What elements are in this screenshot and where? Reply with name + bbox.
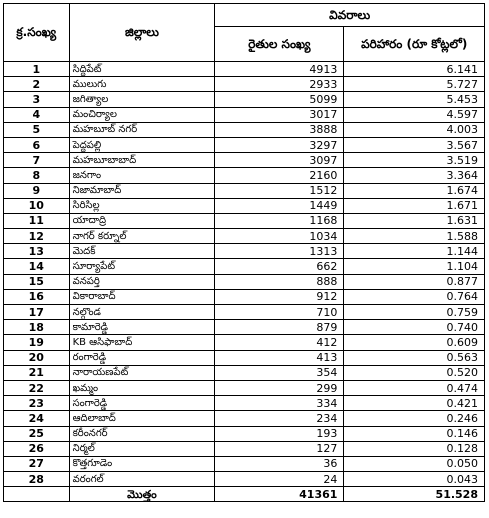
table-row (4, 137, 485, 152)
row-amount: 5.727 (344, 77, 485, 92)
row-district: ములుగు (69, 77, 215, 92)
row-farmers: 4913 (215, 62, 344, 77)
row-farmers: 3097 (215, 153, 344, 168)
row-district: యాదాద్రి (69, 213, 215, 228)
row-farmers: 1512 (215, 183, 344, 198)
row-farmers: 234 (215, 411, 344, 426)
header-sno: క్ర.సంఖ్య (4, 4, 70, 62)
header-compensation: పరిహారం (రూ కోట్లలో) (344, 27, 485, 62)
row-district: కామారెడ్డి (69, 320, 215, 335)
row-amount: 6.141 (344, 62, 485, 77)
row-sno: 19 (4, 335, 70, 350)
row-amount: 5.453 (344, 92, 485, 107)
row-farmers: 1034 (215, 229, 344, 244)
table-row (4, 365, 485, 380)
total-row (4, 487, 485, 502)
table-row (4, 335, 485, 350)
table-row (4, 456, 485, 471)
table-row (4, 396, 485, 411)
table-row (4, 274, 485, 289)
row-farmers: 412 (215, 335, 344, 350)
table-row (4, 259, 485, 274)
row-farmers: 888 (215, 274, 344, 289)
row-district: నాగర్ కర్నూల్ (69, 229, 215, 244)
row-farmers: 36 (215, 456, 344, 471)
table-row (4, 77, 485, 92)
header-details: వివరాలు (215, 4, 485, 27)
total-amount: 51.528 (344, 487, 485, 502)
row-farmers: 710 (215, 305, 344, 320)
row-sno: 17 (4, 305, 70, 320)
table-row (4, 122, 485, 137)
table-row (4, 289, 485, 304)
row-amount: 0.146 (344, 426, 485, 441)
row-farmers: 5099 (215, 92, 344, 107)
row-amount: 0.043 (344, 472, 485, 487)
row-district: వికారాబాద్ (69, 289, 215, 304)
row-sno: 23 (4, 396, 70, 411)
row-sno: 28 (4, 472, 70, 487)
row-sno: 6 (4, 137, 70, 152)
row-farmers: 2160 (215, 168, 344, 183)
row-amount: 0.474 (344, 380, 485, 395)
row-district: KB ఆసిఫాబాద్ (69, 335, 215, 350)
row-farmers: 334 (215, 396, 344, 411)
row-district: కొత్తగూడెం (69, 456, 215, 471)
row-amount: 1.671 (344, 198, 485, 213)
row-sno: 7 (4, 153, 70, 168)
row-amount: 0.520 (344, 365, 485, 380)
row-amount: 0.128 (344, 441, 485, 456)
row-farmers: 193 (215, 426, 344, 441)
row-farmers: 413 (215, 350, 344, 365)
row-amount: 1.588 (344, 229, 485, 244)
row-sno: 2 (4, 77, 70, 92)
row-amount: 0.877 (344, 274, 485, 289)
table-row (4, 92, 485, 107)
table-row (4, 380, 485, 395)
row-farmers: 3297 (215, 137, 344, 152)
row-district: ఆదిలాబాద్ (69, 411, 215, 426)
row-amount: 0.759 (344, 305, 485, 320)
row-sno: 26 (4, 441, 70, 456)
row-farmers: 912 (215, 289, 344, 304)
header-district: జిల్లాలు (69, 4, 215, 62)
table-row (4, 107, 485, 122)
row-district: నిర్మల్ (69, 441, 215, 456)
row-district: సూర్యాపేట్ (69, 259, 215, 274)
row-amount: 1.631 (344, 213, 485, 228)
row-amount: 4.003 (344, 122, 485, 137)
row-amount: 3.364 (344, 168, 485, 183)
row-sno: 3 (4, 92, 70, 107)
table-row (4, 168, 485, 183)
row-amount: 0.050 (344, 456, 485, 471)
row-sno: 14 (4, 259, 70, 274)
row-amount: 0.609 (344, 335, 485, 350)
row-farmers: 3017 (215, 107, 344, 122)
row-district: ఖమ్మం (69, 380, 215, 395)
row-district: సంగారెడ్డి (69, 396, 215, 411)
row-sno: 15 (4, 274, 70, 289)
total-farmers: 41361 (215, 487, 344, 502)
row-sno: 24 (4, 411, 70, 426)
table-row (4, 441, 485, 456)
row-district: నారాయణపేట్ (69, 365, 215, 380)
row-sno: 25 (4, 426, 70, 441)
row-sno: 16 (4, 289, 70, 304)
table-row (4, 213, 485, 228)
row-sno: 10 (4, 198, 70, 213)
row-sno: 18 (4, 320, 70, 335)
compensation-table (3, 3, 485, 502)
table-row (4, 350, 485, 365)
row-district: నల్గొండ (69, 305, 215, 320)
table-row (4, 229, 485, 244)
row-farmers: 24 (215, 472, 344, 487)
row-amount: 1.674 (344, 183, 485, 198)
row-district: మహబూబాబాద్ (69, 153, 215, 168)
header-row-1 (4, 4, 485, 27)
row-sno: 22 (4, 380, 70, 395)
row-amount: 0.421 (344, 396, 485, 411)
table-row (4, 153, 485, 168)
row-district: జనగాం (69, 168, 215, 183)
table-row (4, 411, 485, 426)
row-amount: 0.246 (344, 411, 485, 426)
row-district: రంగారెడ్డి (69, 350, 215, 365)
table-row (4, 320, 485, 335)
table-row (4, 472, 485, 487)
row-farmers: 879 (215, 320, 344, 335)
data-table-container (3, 3, 485, 502)
row-farmers: 662 (215, 259, 344, 274)
row-farmers: 354 (215, 365, 344, 380)
total-empty-cell (4, 487, 70, 502)
table-row (4, 183, 485, 198)
row-farmers: 3888 (215, 122, 344, 137)
table-row (4, 198, 485, 213)
row-amount: 1.144 (344, 244, 485, 259)
row-district: వనపర్తి (69, 274, 215, 289)
row-sno: 21 (4, 365, 70, 380)
row-sno: 8 (4, 168, 70, 183)
row-sno: 4 (4, 107, 70, 122)
row-district: నిజామాబాద్ (69, 183, 215, 198)
row-district: జగిత్యాల (69, 92, 215, 107)
row-sno: 20 (4, 350, 70, 365)
row-amount: 1.104 (344, 259, 485, 274)
header-farmers: రైతుల సంఖ్య (215, 27, 344, 62)
row-amount: 3.519 (344, 153, 485, 168)
row-sno: 5 (4, 122, 70, 137)
row-district: పెద్దపల్లి (69, 137, 215, 152)
table-body (4, 62, 485, 487)
row-amount: 3.567 (344, 137, 485, 152)
row-sno: 13 (4, 244, 70, 259)
row-sno: 12 (4, 229, 70, 244)
row-amount: 0.764 (344, 289, 485, 304)
table-row (4, 426, 485, 441)
row-farmers: 2933 (215, 77, 344, 92)
row-district: మహబూబ్ నగర్ (69, 122, 215, 137)
row-district: కరీంనగర్ (69, 426, 215, 441)
table-row (4, 62, 485, 77)
table-row (4, 244, 485, 259)
table-row (4, 305, 485, 320)
row-district: మంచిర్యాల (69, 107, 215, 122)
row-amount: 0.740 (344, 320, 485, 335)
row-farmers: 1313 (215, 244, 344, 259)
row-farmers: 1449 (215, 198, 344, 213)
total-label: మొత్తం (69, 487, 215, 502)
row-sno: 27 (4, 456, 70, 471)
row-farmers: 299 (215, 380, 344, 395)
row-district: మెదక్ (69, 244, 215, 259)
row-farmers: 1168 (215, 213, 344, 228)
row-farmers: 127 (215, 441, 344, 456)
row-amount: 4.597 (344, 107, 485, 122)
row-sno: 1 (4, 62, 70, 77)
row-sno: 11 (4, 213, 70, 228)
row-amount: 0.563 (344, 350, 485, 365)
row-district: సిద్దిపేట్ (69, 62, 215, 77)
row-sno: 9 (4, 183, 70, 198)
row-district: సిరిసిల్ల (69, 198, 215, 213)
row-district: వరంగల్ (69, 472, 215, 487)
